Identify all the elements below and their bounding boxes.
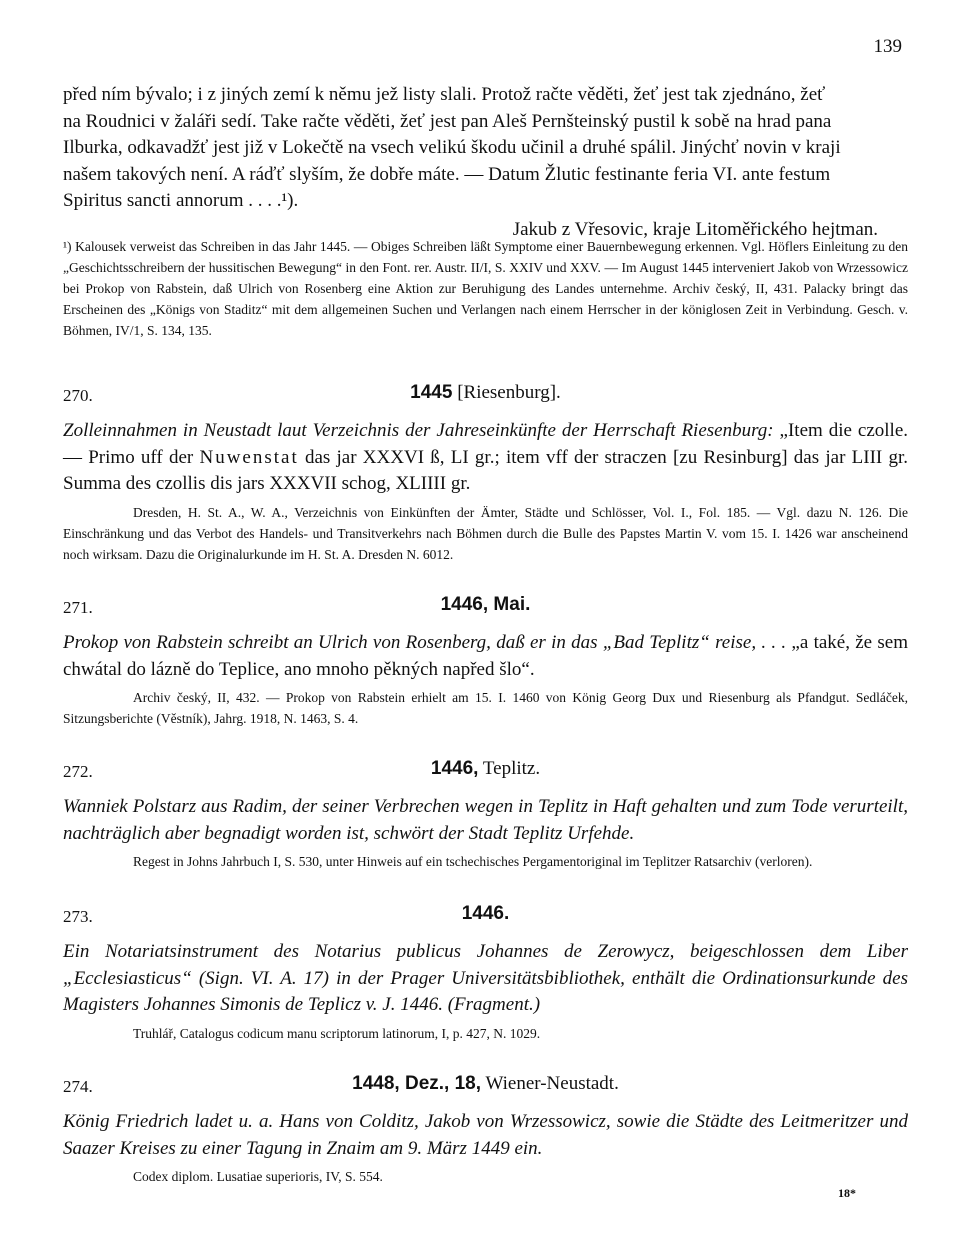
entry-271 [63, 594, 908, 729]
entry-regest [63, 794, 908, 847]
entry-number: 273. [63, 907, 93, 926]
footnote: ¹) Kalousek verweist das Schreiben in das Jahr 1445. — Obiges Schreiben läßt Symptome einer Bauernbewegung erkennen. Vgl. Höflers Einleitung zu den „Geschichtsschreibern der hussitischen Bewegung“ in den Font. rer. Austr. II/I, S. XXIV und XXV. — Im August 1445 interveniert Jakob von Wrzessowicz bei Prokop von Rabstein, daß Ulrich von Rosenberg eine Aktion zur Beruhigung des Landes unternehme. Archiv český, II, 431. Palacky bringt das Erscheinen des „Königs von Staditz“ mit dem allgemeinen Suchen und Verlangen nach einem Herrscher in der königlosen Zeit in Verbindung. Gesch. v. Böhmen, IV/1, S. 134, 135. [63, 239, 908, 338]
regest-text: „a také, že sem chwátal do lázně do Teplice, ano mnoho pěkných napřed šlo“. [63, 632, 908, 680]
entry-273 [63, 903, 908, 1044]
entry-number: 272. [63, 762, 93, 781]
regest-text-2: das jar XXXVI ß, LI gr.; item vff der straczen [zu Resinburg] das jar LIII gr. Summa des czollis dis jars XXXVII schog, XLIIII gr. [63, 446, 908, 494]
letter-line: Ilburka, odkavadžť jest již v Lokečtě na vsech velikú škodu učinil a druhé spálil. Jinýchť novin v kraji [63, 137, 841, 158]
regest-spaced: Nuwenstat [199, 446, 299, 468]
sheet-mark: 18* [838, 1186, 856, 1200]
entry-date-bold: 1448, Dez., 18, [352, 1073, 482, 1094]
entry-regest [63, 630, 908, 683]
entry-date [63, 594, 908, 616]
page-number: 139 [873, 36, 902, 57]
entry-274 [63, 1073, 908, 1187]
entry-source: Truhlář, Catalogus codicum manu scriptorum latinorum, I, p. 427, N. 1029. [133, 1025, 541, 1041]
entry-regest [63, 1109, 908, 1162]
regest-italic: Ein Notariatsinstrument des Notarius publicus Johannes de Zerowycz, beigeschlossen dem Liber „Ecclesiasticus“ (Sign. VI. A. 17) in der Prager Universitätsbibliothek, enthält die Ordinationsurkunde des Magisters Johannes Simonis de Teplicz v. J. 1446. (Fragment.) [63, 941, 908, 1015]
entry-heading [63, 382, 908, 412]
entry-heading [63, 758, 908, 788]
regest-italic: König Friedrich ladet u. a. Hans von Colditz, Jakob von Wrzessowicz, sowie die Städte des Leitmeritzer und Saazer Kreises zu einer Tagung in Znaim am 9. März 1449 ein. [63, 1111, 908, 1159]
entry-place: Teplitz. [482, 758, 541, 779]
entry-heading [63, 1073, 908, 1103]
entry-number: 271. [63, 598, 93, 617]
entry-270 [63, 382, 908, 565]
letter-line: před ním bývalo; i z jiných zemí k němu jež listy slali. Protož račte věděti, žeť jest tak zjednáno, žeť [63, 84, 826, 105]
regest-italic: Prokop von Rabstein schreibt an Ulrich von Rosenberg, daß er in das „Bad Teplitz“ reise, . . . [63, 632, 787, 653]
entry-number: 270. [63, 386, 93, 405]
regest-text: „Item die czolle. — Primo uff der [63, 420, 908, 468]
entry-date [63, 1073, 908, 1095]
entry-date [63, 758, 908, 780]
entry-regest [63, 939, 908, 1019]
entry-source: Dresden, H. St. A., W. A., Verzeichnis von Einkünften der Ämter, Städte und Schlösser, Vol. I., Fol. 185. — Vgl. dazu N. 126. Die Einschränkung und das Verbot des Handels- und Transitverkehrs nach Böhmen durch die Bulle des Papstes Martin V. vom 15. I. 1426 war anscheinend noch wirksam. Dazu die Originalurkunde im H. St. A. Dresden N. 6012. [63, 504, 908, 562]
letter-line: na Roudnici v žaláři sedí. Take račte věděti, žeť jest pan Aleš Pernšteinský pustil k sobě na hrad pana [63, 110, 832, 132]
regest-italic: Wanniek Polstarz aus Radim, der seiner Verbrechen wegen in Teplitz in Haft gehalten und zum Tode verurteilt, nachträglich aber begnadigt worden ist, schwört der Stadt Teplitz Urfehde. [63, 796, 908, 844]
entry-regest [63, 418, 908, 498]
entry-heading [63, 903, 908, 933]
entry-date [63, 903, 908, 925]
entry-number: 274. [63, 1077, 93, 1096]
entry-place: Wiener-Neustadt. [485, 1073, 619, 1094]
entry-272 [63, 758, 908, 872]
entry-date-bold: 1446. [461, 903, 510, 924]
regest-italic: Zolleinnahmen in Neustadt laut Verzeichnis der Jahreseinkünfte der Herrschaft Riesenburg: [63, 420, 774, 441]
entry-source: Archiv český, II, 432. — Prokop von Rabstein erhielt am 15. I. 1460 von König Georg Dux und Riesenburg als Pfandgut. Sedláček, Sitzungsberichte (Věstník), Jahrg. 1918, N. 1463, S. 4. [63, 690, 908, 726]
entry-date-bold: 1445 [410, 382, 453, 403]
entry-heading [63, 594, 908, 624]
entry-date-bold: 1446, Mai. [440, 594, 531, 615]
entry-date-bold: 1446, [430, 758, 479, 779]
letter-line: našem takových není. A ráďť slyším, že dobře máte. — Datum Žlutic festinante feria VI. ante festum [63, 163, 831, 185]
letter-continuation [63, 82, 908, 243]
entry-source: Regest in Johns Jahrbuch I, S. 530, unter Hinweis auf ein tschechisches Pergamentoriginal im Teplitzer Ratsarchiv (verloren). [133, 854, 813, 869]
letter-line: Spiritus sancti annorum . . . .¹). [63, 190, 299, 211]
entry-date [63, 382, 908, 404]
letter-signature: Jakub z Vřesovic, kraje Litoměřického hejtman. [512, 218, 878, 240]
entry-source: Codex diplom. Lusatiae superioris, IV, S. 554. [133, 1169, 383, 1184]
entry-place: [Riesenburg]. [457, 382, 561, 403]
